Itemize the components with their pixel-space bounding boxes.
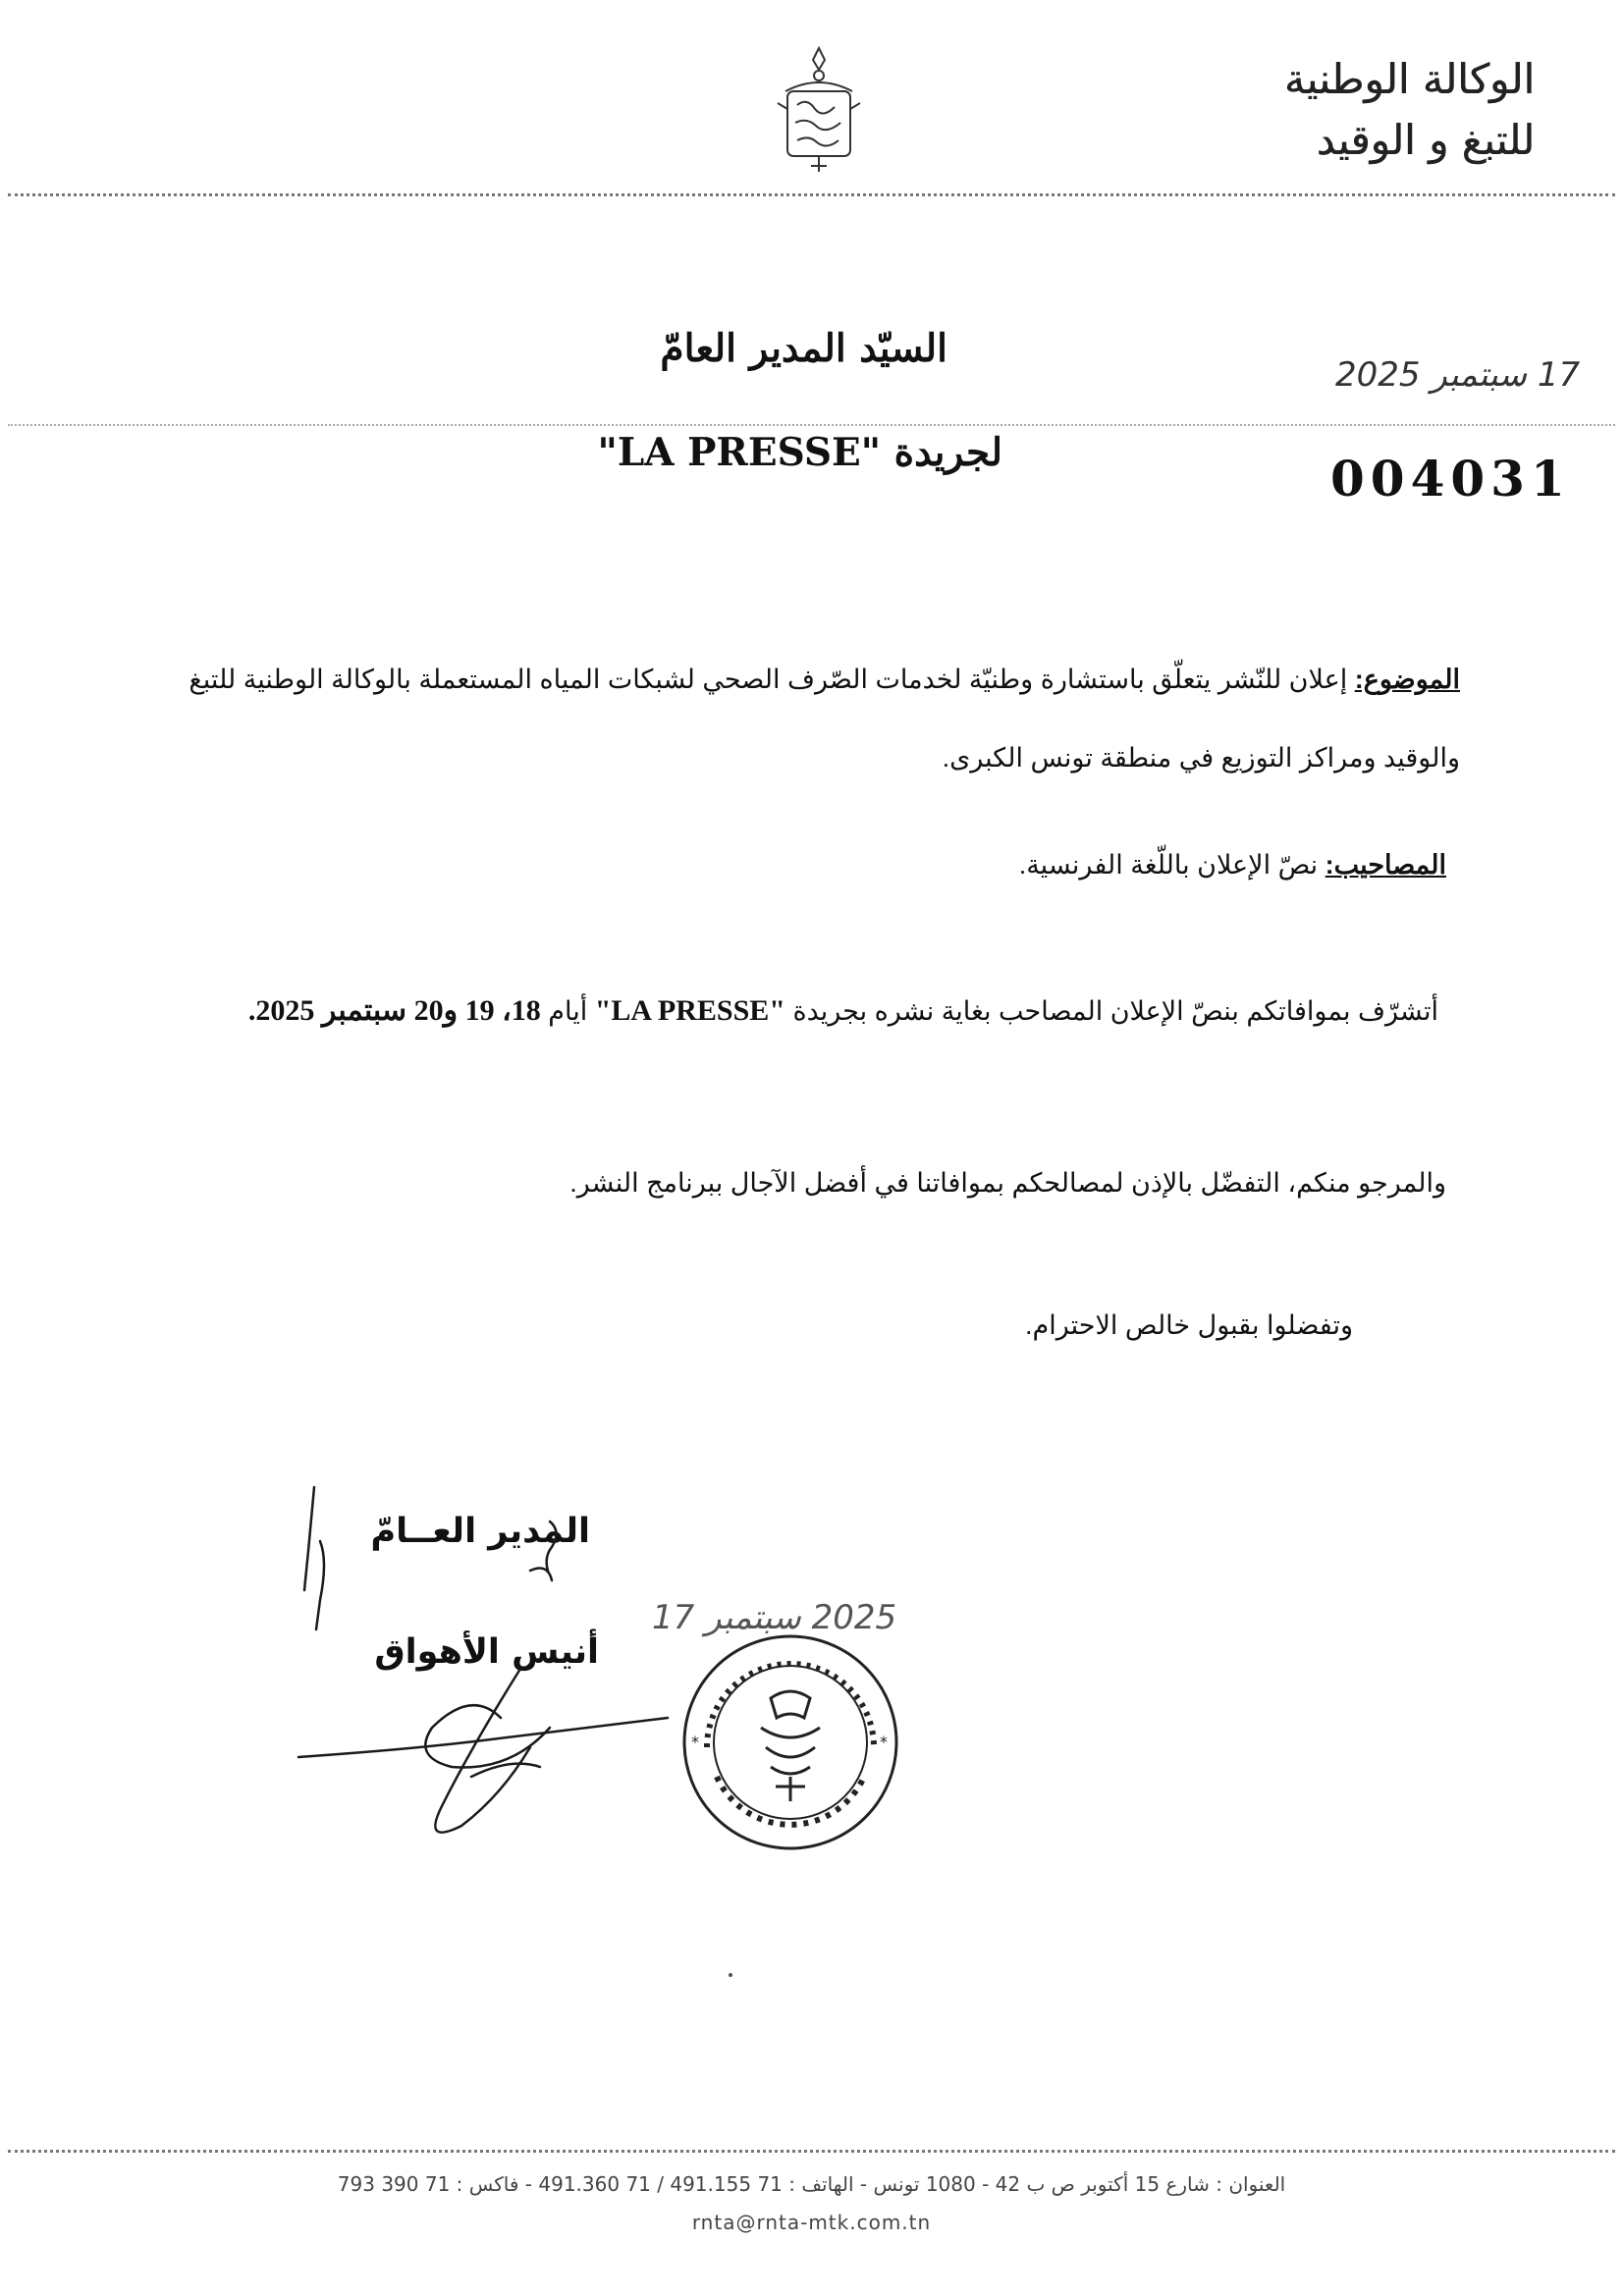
reference-number: 004031 <box>1330 450 1571 507</box>
attachment-label: المصاحيب: <box>1325 850 1446 880</box>
paragraph-request-dates: 18، 19 و20 سبتمبر 2025. <box>247 994 541 1027</box>
signatory-name: أنيس الأهواق <box>374 1632 599 1672</box>
handwritten-signature <box>295 1482 707 1855</box>
paragraph-request-days: أيام <box>540 996 595 1026</box>
attachment-text: نصّ الإعلان باللّغة الفرنسية. <box>1018 850 1325 880</box>
subject-label: الموضوع: <box>1354 665 1460 694</box>
agency-name-line2: للتبغ و الوقيد <box>1316 116 1535 164</box>
footer-email: rnta@rnta-mtk.com.tn <box>691 2211 932 2234</box>
addressee-newspaper: لجريدة "LA PRESSE" <box>597 430 1002 475</box>
official-seal <box>677 1629 903 1855</box>
paragraph-request-paper: "LA PRESSE" <box>594 994 785 1027</box>
paragraph-schedule: والمرجو منكم، التفضّل بالإذن لمصالحكم بموافاتنا في أفضل الآجال ببرنامج النشر. <box>569 1168 1446 1198</box>
footer-address: العنوان : شارع 15 أكتوبر ص ب 42 - 1080 تونس - الهاتف : 71 491.155 / 71 491.360 - فاكس : 71 390 793 <box>337 2172 1286 2196</box>
addressee-divider <box>8 424 1615 426</box>
signatory-title: المدير العــامّ <box>370 1512 590 1551</box>
agency-name-line1: الوكالة الوطنية <box>1283 55 1535 103</box>
paragraph-request <box>248 993 1438 1028</box>
subject-text: إعلان للنّشر يتعلّق باستشارة وطنيّة لخدمات الصّرف الصحي لشبكات المياه المستعملة بالوكالة الوطنية للتبغ والوقيد ومراكز التوزيع في منطقة تونس الكبرى. <box>189 665 1460 773</box>
svg-text:*: * <box>691 1733 699 1751</box>
speck <box>729 1973 732 1977</box>
addressee-title: السيّد المدير العامّ <box>660 326 947 371</box>
paragraph-request-start: أتشرّف بموافاتكم بنصّ الإعلان المصاحب بغاية نشره بجريدة <box>784 996 1438 1026</box>
agency-logo <box>764 44 874 177</box>
footer-divider <box>8 2150 1615 2153</box>
header-divider <box>8 193 1615 196</box>
paragraph-closing: وتفضلوا بقبول خالص الاحترام. <box>1025 1310 1353 1340</box>
attachment-line <box>1019 850 1446 881</box>
stamp-date: 2025 سبتمبر 17 <box>652 1598 897 1637</box>
svg-text:*: * <box>880 1733 888 1751</box>
issue-date: 17 سبتمبر 2025 <box>1335 355 1581 395</box>
subject-paragraph <box>154 640 1460 797</box>
agency-name <box>1142 49 1535 171</box>
